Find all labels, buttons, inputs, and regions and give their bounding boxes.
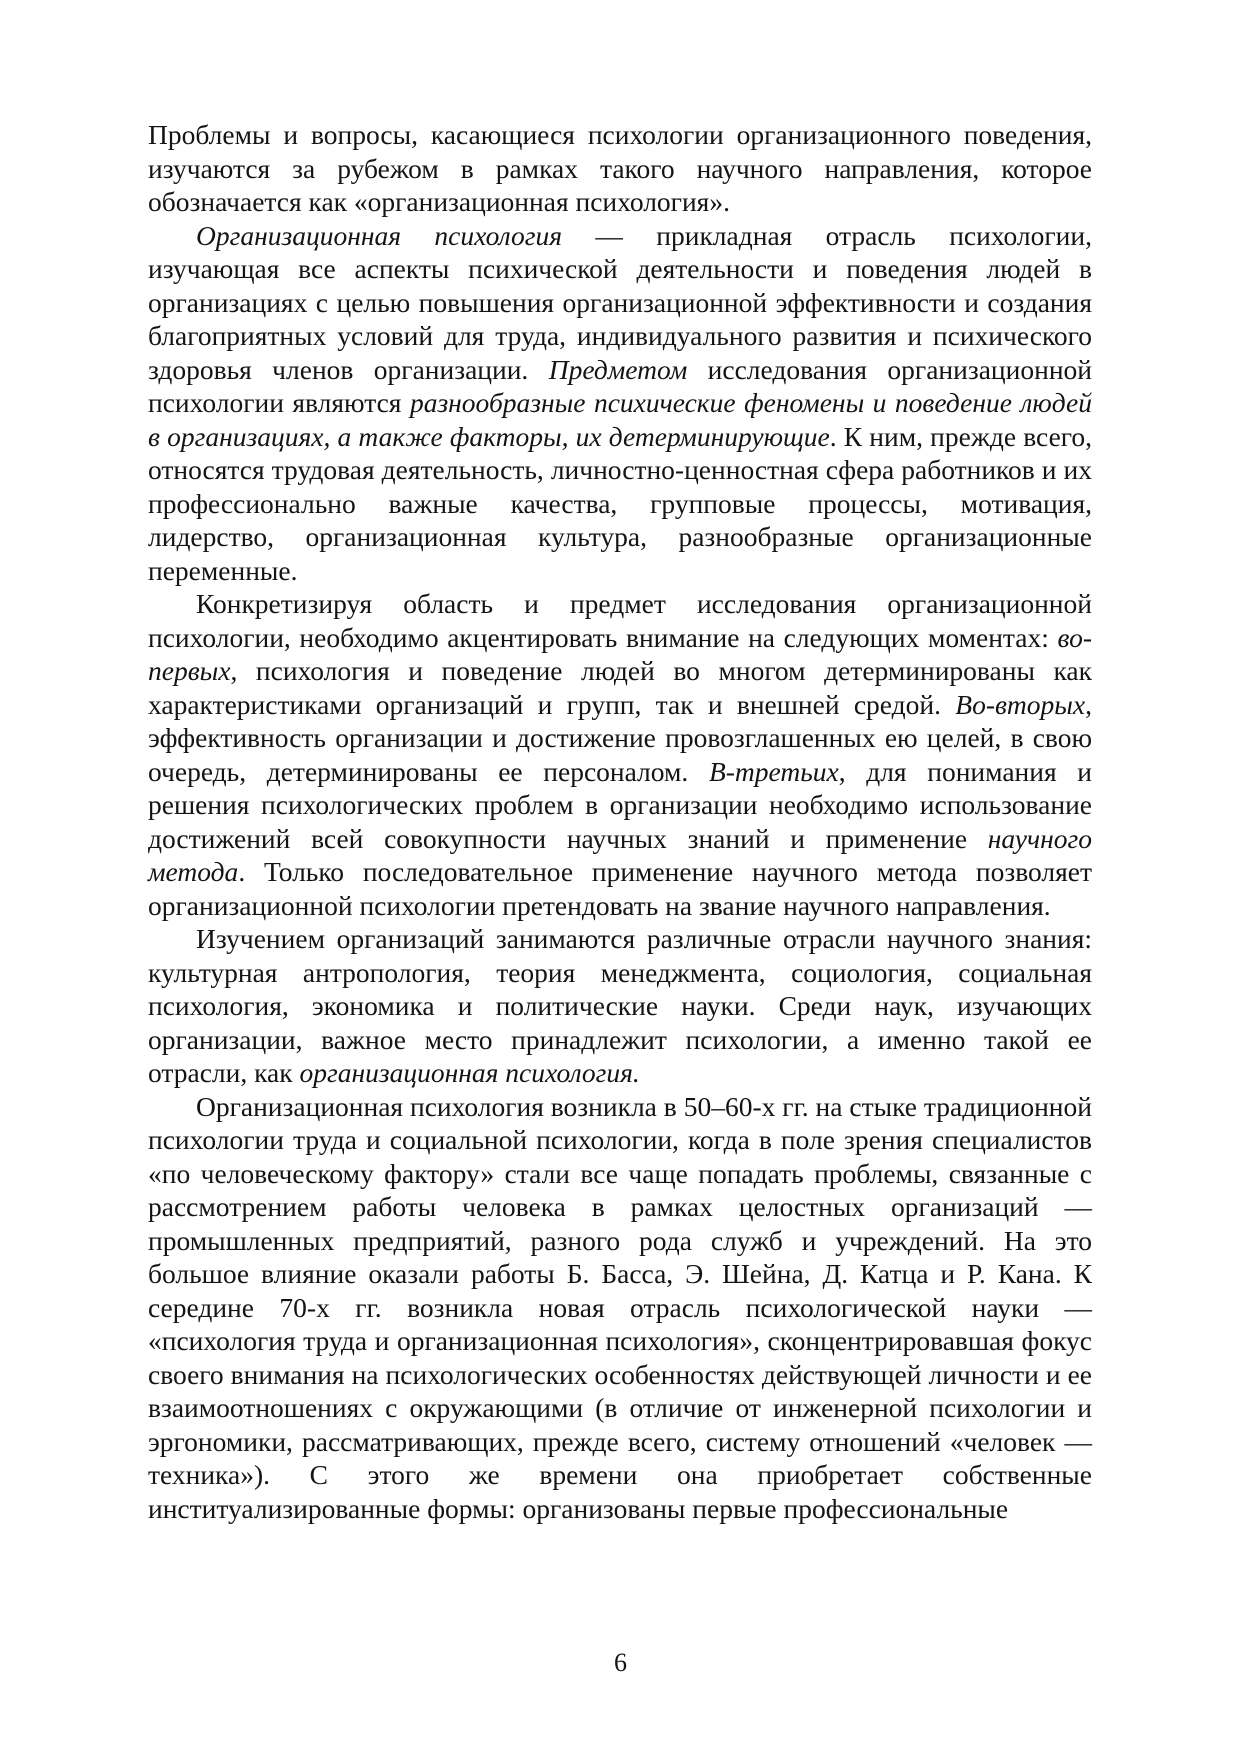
emphasized-text: организационная психология. [299, 1057, 640, 1088]
text-run: Конкретизируя область и предмет исследования организационной психологии, необходимо акцентировать внимание на следующих моментах: [148, 588, 1092, 653]
text-run: , для понимания и решения психологических проблем в организации необходимо использование достижений всей совокупности научных знаний и применение [148, 755, 1092, 854]
text-run: , эффективность организации и достижение провозглашенных ею целей, в свою очередь, детерминированы ее персоналом. [148, 688, 1092, 787]
body-text [148, 118, 1092, 1525]
paragraph-1 [148, 118, 1092, 219]
emphasized-text: Во-вторых [955, 688, 1086, 720]
emphasized-text: разнообразные психические феномены и поведение людей в организациях, а также факторы, их детерминирующие [148, 387, 1093, 452]
text-run: Изучением организаций занимаются различные отрасли научного знания: культурная антропология, теория менеджмента, социология, социальная психология, экономика и политические науки. Среди наук, изучающих организации, важное место принадлежит психологии, а именно такой ее отрасли, как [148, 923, 1092, 1088]
text-run: Организационная психология возникла в 50–60-х гг. на стыке традиционной психологии труда и социальной психологии, когда в поле зрения специалистов «по человеческому фактору» стали все чаще попадать проблемы, связанные с рассмотрением работы человека в рамках целостных организаций — промышленных предприятий, разного рода служб и учреждений. На это большое влияние оказали работы Б. Басса, Э. Шейна, Д. Катца и Р. Кана. К середине 70-х гг. возникла новая отрасль психологической науки — «психология труда и организационная психология», сконцентрировавшая фокус своего внимания на психологических особенностях действующей личности и ее взаимоотношениях с окружающими (в отличие от инженерной психологии и эргономики, рассматривающих, прежде всего, систему отношений «человек — техника»). С этого же времени она приобретает собственные институализированные формы: организованы первые профессиональные [148, 1090, 1092, 1524]
page-number: 6 [614, 1648, 627, 1677]
emphasized-text: В-третьих [708, 755, 839, 787]
paragraph-2 [148, 219, 1092, 588]
text-run: исследования организационной психологии являются [148, 353, 1092, 418]
emphasized-text: Предметом [548, 353, 688, 385]
paragraph-5 [148, 1090, 1092, 1526]
paragraph-3 [148, 587, 1092, 922]
text-run: . К ним, прежде всего, относятся трудовая деятельность, личностно-ценностная сфера работников и их профессионально важные качества, групповые процессы, мотивация, лидерство, организационная культура, разнообразные организационные переменные. [148, 420, 1092, 586]
text-run: Проблемы и вопросы, касающиеся психологии организационного поведения, изучаются за рубежом в рамках такого научного направления, которое обозначается как «организационная психология». [148, 119, 1092, 217]
text-run: , психология и поведение людей во многом детерминированы как характеристиками организаций и групп, так и внешней средой. [148, 655, 1092, 720]
emphasized-text: научного метода [148, 822, 1092, 887]
emphasized-text: во-первых [148, 621, 1092, 686]
text-run: — прикладная отрасль психологии, изучающая все аспекты психической деятельности и поведения людей в организациях с целью повышения организационной эффективности и создания благоприятных условий для труда, индивидуального развития и психического здоровья членов организации. [148, 219, 1092, 385]
text-run: . Только последовательное применение научного метода позволяет организационной психологии претендовать на звание научного направления. [148, 856, 1092, 921]
emphasized-text: Организационная психология [196, 219, 563, 251]
paragraph-4 [148, 922, 1092, 1090]
